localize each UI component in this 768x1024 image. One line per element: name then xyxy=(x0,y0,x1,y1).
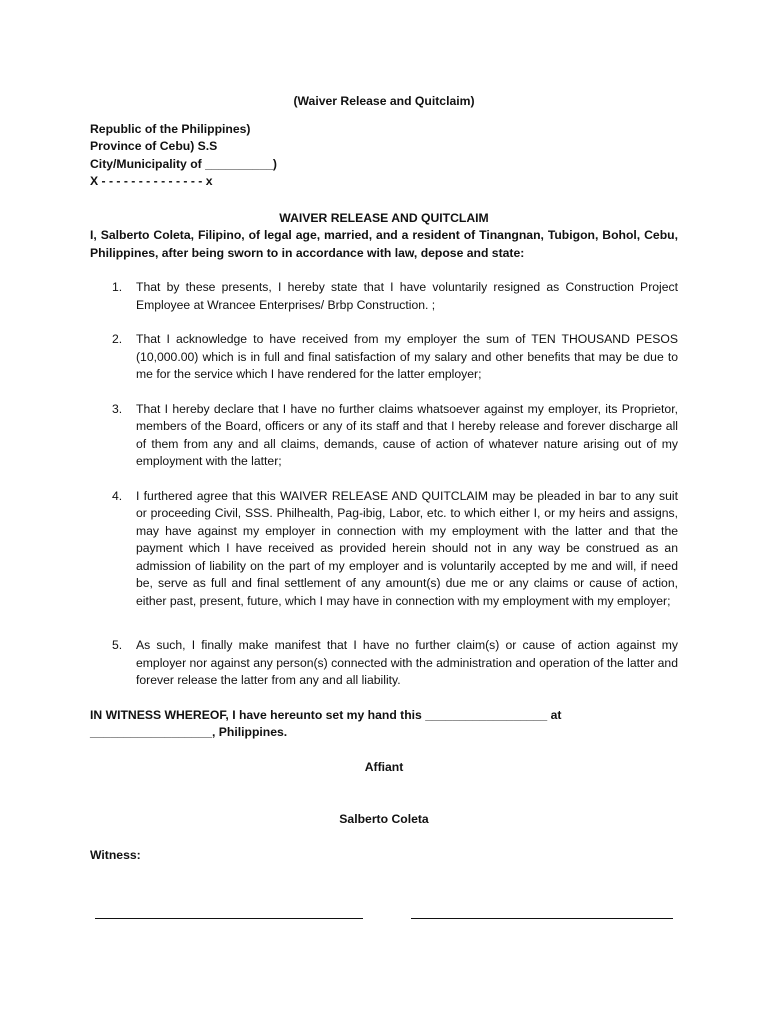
affiant-name: Salberto Coleta xyxy=(339,812,429,826)
clause-item xyxy=(90,279,678,314)
clause-item xyxy=(90,637,678,690)
header-title: (Waiver Release and Quitclaim) xyxy=(293,94,475,108)
clause-list xyxy=(90,279,678,690)
clause-text: That I acknowledge to have received from my employer the sum of TEN THOUSAND PESOS (10,000.00) which is in full and final satisfaction of my salary and other benefits that may be due to me for the service which I have rendered for the latter employer; xyxy=(136,332,678,381)
clause-number: 3. xyxy=(112,401,123,416)
intro-prefix: I, xyxy=(90,228,101,242)
clause-text: That I hereby declare that I have no further claims whatsoever against my employer, its Proprietor, members of the Board, officers or any of its staff and that I hereby release and forever discharge all of them from any and all claims, demands, cause of action of whatever nature arising out of my employment with the latter; xyxy=(136,401,678,468)
clause-text: I furthered agree that this WAIVER RELEASE AND QUITCLAIM may be pleaded in bar to any suit or proceeding Civil, SSS. Philhealth, Pag-ibig, Labor, etc. to which either I, or my heirs and assigns, may have against my employer in connection with my employment with the latter and that the payment which I have received as provided herein should not in any way be construed as an admission of liability on the part of my employer and is voluntarily accepted by me and will, if need be, serve as full and final settlement of any amount(s) due me or any claims or cause of action, either past, present, future, which I may have in connection with my employment with my employer; xyxy=(136,488,678,608)
intro-rest: , Filipino, of legal age, married, and a resident of Tinangnan, Tubigon, Bohol, Cebu, Philippines, after being sworn to in accordance with law, depose and state: xyxy=(90,228,678,260)
clause-number: 1. xyxy=(112,280,123,294)
clause-item xyxy=(90,488,678,611)
caption-province: Province of Cebu) S.S xyxy=(90,139,218,153)
clause-number: 2. xyxy=(112,332,123,346)
witness-label: Witness: xyxy=(90,847,141,862)
clause-text: As such, I finally make manifest that I have no further claim(s) or cause of action against my employer nor against any person(s) connected with the administration and operation of the latter and forever release the latter from any and all liability. xyxy=(136,638,678,687)
caption-block xyxy=(90,121,678,191)
caption-city: City/Municipality of __________) xyxy=(90,156,277,171)
clause-item xyxy=(90,401,678,471)
clause-item xyxy=(90,331,678,384)
caption-divider: X - - - - - - - - - - - - - - x xyxy=(90,174,213,188)
affiant-name-inline: Salberto Coleta xyxy=(100,228,191,242)
clause-text: That by these presents, I hereby state that I have voluntarily resigned as Construction Project Employee at Wrancee Enterprises/ Brbp Construction. ; xyxy=(136,280,678,312)
document-title: WAIVER RELEASE AND QUITCLAIM xyxy=(279,210,489,225)
witness-signature-line-right xyxy=(411,906,673,919)
clause-number: 5. xyxy=(112,638,123,652)
affiant-label: Affiant xyxy=(364,759,404,774)
caption-republic: Republic of the Philippines) xyxy=(90,121,251,136)
witness-whereof-paragraph: IN WITNESS WHEREOF, I have hereunto set my hand this __________________ at __________________, Philippines. xyxy=(90,707,562,739)
intro-paragraph xyxy=(90,227,678,262)
witness-signature-line-left xyxy=(95,906,363,919)
document-body xyxy=(90,93,678,864)
clause-number: 4. xyxy=(112,488,123,503)
witness-signature-lines xyxy=(95,906,677,926)
signature-block xyxy=(90,759,678,865)
